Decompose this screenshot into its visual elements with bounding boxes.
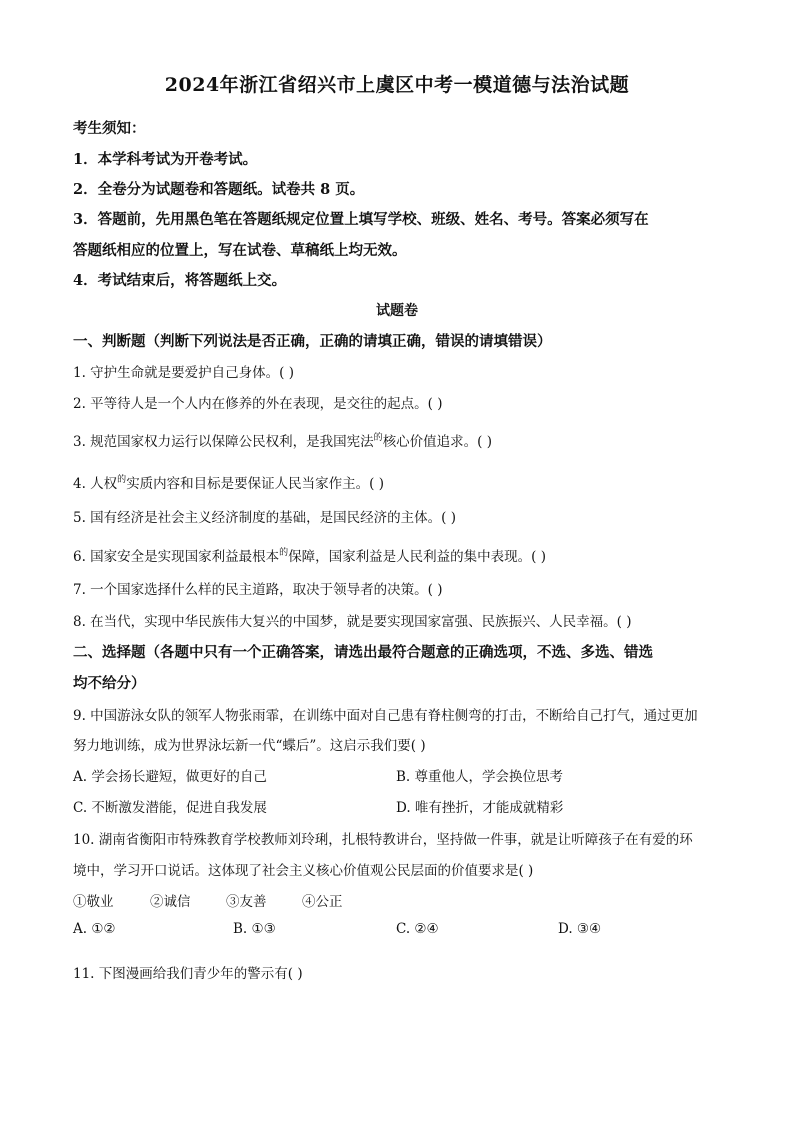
section1-heading: 一、判断题（判断下列说法是否正确，正确的请填正确，错误的请填错误） xyxy=(73,333,552,350)
paper-label: 试题卷 xyxy=(376,303,418,319)
notice-item-4: 4．考试结束后，将答题纸上交。 xyxy=(73,272,287,289)
section2-heading-cont: 均不给分） xyxy=(73,675,146,692)
question-9-option-d: D. 唯有挫折，才能成就精彩 xyxy=(396,800,564,816)
question-6-text: 6. 国家安全是实现国家利益最根本 xyxy=(73,549,280,565)
question-6-sup: 的 xyxy=(279,548,289,558)
question-3-text: 3. 规范国家权力运行以保障公民权利，是我国宪法 xyxy=(73,434,374,450)
question-3-text-end: 核心价值追求。( ) xyxy=(382,434,493,450)
question-9-line-2: 努力地训练，成为世界泳坛新一代“蝶后”。这启示我们要( ) xyxy=(73,738,426,754)
question-5: 5. 国有经济是社会主义经济制度的基础，是国民经济的主体。( ) xyxy=(73,510,456,526)
notice-item-3-cont: 答题纸相应的位置上，写在试卷、草稿纸上均无效。 xyxy=(73,242,407,259)
question-11: 11. 下图漫画给我们青少年的警示有( ) xyxy=(73,966,303,982)
notice-heading: 考生须知： xyxy=(73,120,146,137)
question-4-text: 4. 人权 xyxy=(73,476,118,492)
question-4 xyxy=(73,472,384,492)
question-10-option-c: C. ②④ xyxy=(396,921,439,937)
question-10-option-a: A. ①② xyxy=(73,921,116,937)
section2-heading: 二、选择题（各题中只有一个正确答案，请选出最符合题意的正确选项，不选、多选、错选 xyxy=(73,644,653,661)
question-6-text-end: 保障，国家利益是人民利益的集中表现。( ) xyxy=(288,549,547,565)
question-4-sup: 的 xyxy=(117,475,127,485)
question-4-text-end: 实质内容和目标是要保证人民当家作主。( ) xyxy=(126,476,385,492)
question-10-line-2: 境中，学习开口说话。这体现了社会主义核心价值观公民层面的价值要求是( ) xyxy=(73,863,534,879)
notice-item-3: 3．答题前，先用黑色笔在答题纸规定位置上填写学校、班级、姓名、考号。答案必须写在 xyxy=(73,211,649,228)
question-10-option-d: D. ③④ xyxy=(558,921,602,937)
question-10-line-1: 10. 湖南省衡阳市特殊教育学校教师刘玲琍，扎根特教讲台，坚持做一件事，就是让听障孩子在有爱的环 xyxy=(73,832,693,848)
question-10-option-b: B. ①③ xyxy=(233,921,276,937)
question-9-option-a: A. 学会扬长避短，做更好的自己 xyxy=(73,769,267,785)
question-10-choice-3: ③友善 xyxy=(226,894,267,910)
question-8: 8. 在当代，实现中华民族伟大复兴的中国梦，就是要实现国家富强、民族振兴、人民幸福。( ) xyxy=(73,614,632,630)
notice-item-2: 2．全卷分为试题卷和答题纸。试卷共 8 页。 xyxy=(73,181,365,198)
page-title: 2024年浙江省绍兴市上虞区中考一模道德与法治试题 xyxy=(164,74,630,96)
question-3 xyxy=(73,430,492,450)
question-3-sup: 的 xyxy=(373,433,383,443)
notice-item-1: 1．本学科考试为开卷考试。 xyxy=(73,151,258,168)
question-10-choice-2: ②诚信 xyxy=(150,894,191,910)
question-10-choice-1: ①敬业 xyxy=(73,894,114,910)
question-1: 1. 守护生命就是要爱护自己身体。( ) xyxy=(73,365,294,381)
question-7: 7. 一个国家选择什么样的民主道路，取决于领导者的决策。( ) xyxy=(73,582,443,598)
question-9-line-1: 9. 中国游泳女队的领军人物张雨霏，在训练中面对自己患有脊柱侧弯的打击，不断给自己打气，通过更加 xyxy=(73,708,698,724)
question-9-option-c: C. 不断激发潜能，促进自我发展 xyxy=(73,800,267,816)
question-6 xyxy=(73,545,546,565)
question-10-choice-4: ④公正 xyxy=(302,894,343,910)
question-9-option-b: B. 尊重他人，学会换位思考 xyxy=(396,769,564,785)
question-2: 2. 平等待人是一个人内在修养的外在表现，是交往的起点。( ) xyxy=(73,396,443,412)
